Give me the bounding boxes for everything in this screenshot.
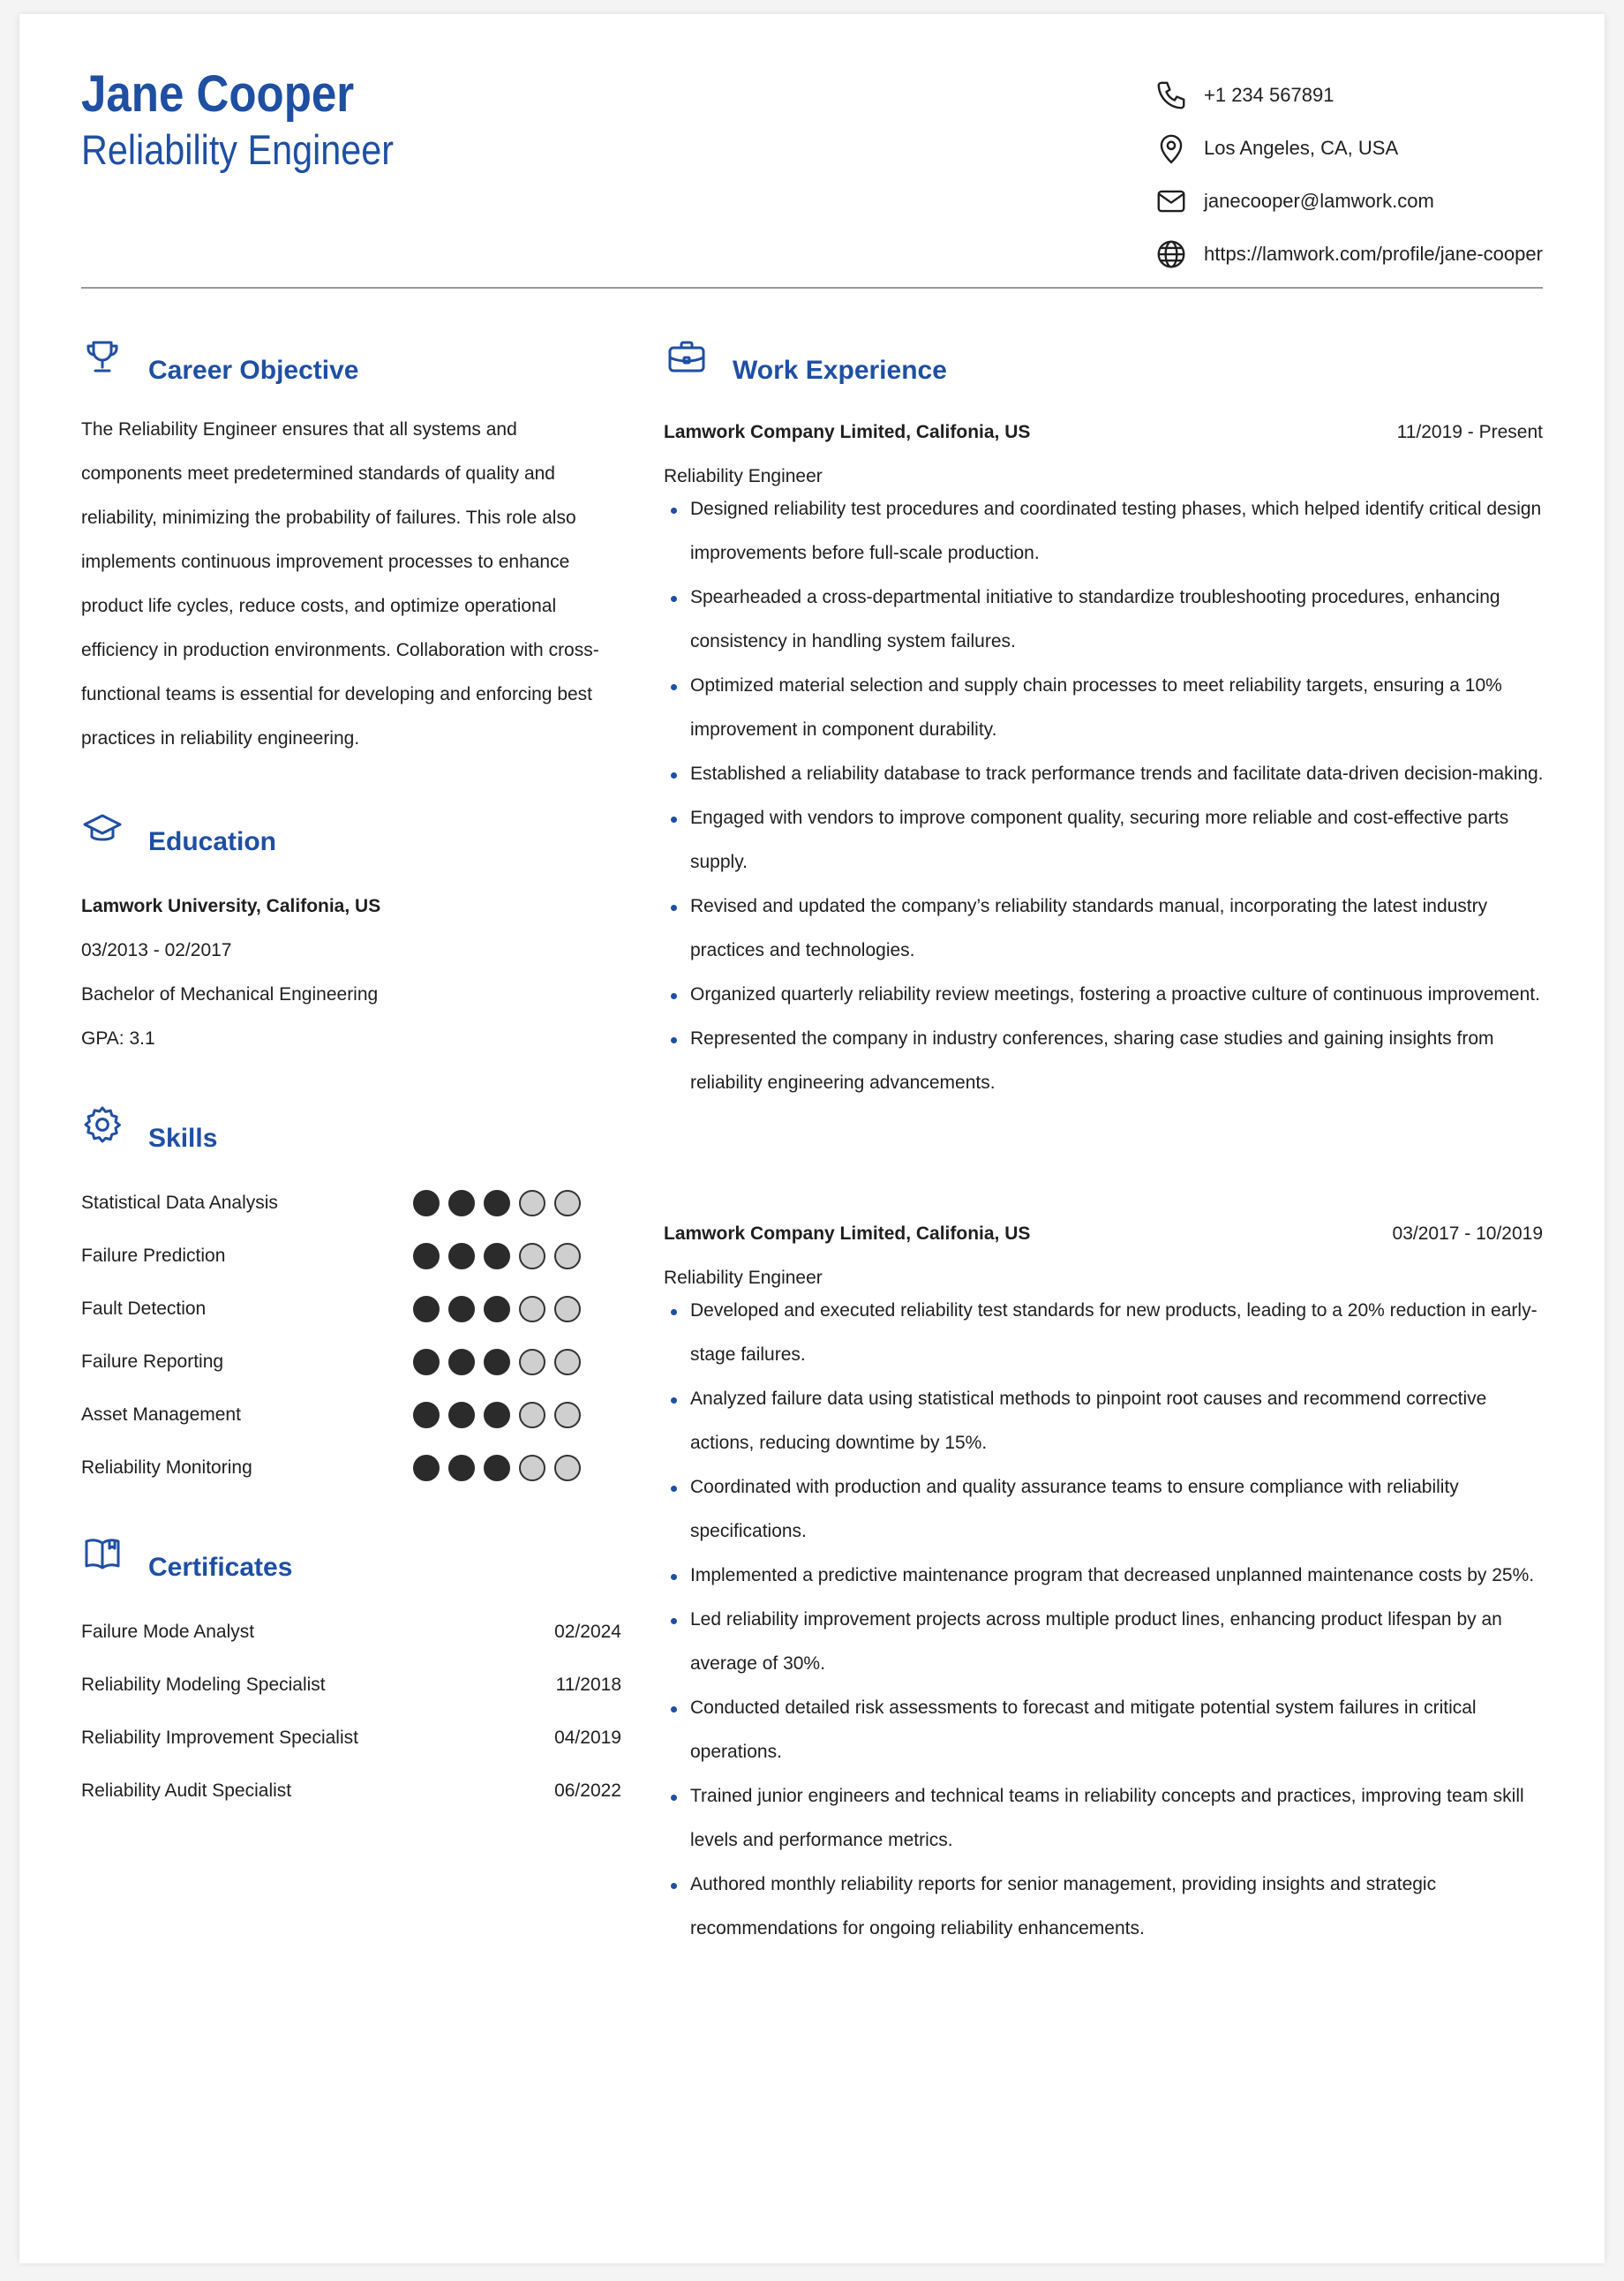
job-bullet: Conducted detailed risk assessments to forecast and mitigate potential system failures in critical operations.: [664, 1686, 1546, 1774]
certificate-date: 06/2022: [554, 1780, 621, 1801]
rating-dot-filled: [413, 1243, 440, 1269]
rating-dot-filled: [484, 1455, 510, 1481]
rating-dot-filled: [484, 1243, 510, 1269]
rating-dot-empty: [554, 1402, 581, 1428]
job-2-header: [664, 1223, 1543, 1246]
resume-page: [19, 14, 1605, 2263]
job-2-position: Reliability Engineer: [664, 1268, 823, 1288]
rating-dot-filled: [413, 1190, 440, 1216]
job-bullet: Analyzed failure data using statistical methods to pinpoint root causes and recommend corrective actions, reducing downtime by 15%.: [664, 1377, 1546, 1465]
rating-dot-empty: [554, 1349, 581, 1375]
education-degree: Bachelor of Mechanical Engineering: [81, 984, 379, 1005]
rating-dot-empty: [519, 1190, 545, 1216]
rating-dot-filled: [413, 1455, 440, 1481]
envelope-icon: [1154, 184, 1188, 218]
job-1-dates: 11/2019 - Present: [1396, 422, 1543, 442]
book-icon: [81, 1532, 124, 1575]
candidate-name: Jane Cooper: [81, 65, 355, 123]
rating-dot-empty: [519, 1455, 545, 1481]
rating-dot-filled: [448, 1455, 475, 1481]
rating-dot-filled: [448, 1402, 475, 1428]
rating-dot-empty: [554, 1455, 581, 1481]
job-2-dates: 03/2017 - 10/2019: [1392, 1223, 1543, 1244]
skill-name: Fault Detection: [81, 1299, 207, 1319]
education-gpa: GPA: 3.1: [81, 1028, 155, 1049]
job-2-company: Lamwork Company Limited, Califonia, US: [664, 1223, 1031, 1244]
certificate-name: Failure Mode Analyst: [81, 1622, 255, 1642]
work-experience-heading: Work Experience: [733, 356, 947, 385]
certificates-heading: Certificates: [148, 1553, 293, 1582]
trophy-icon: [81, 335, 124, 378]
skill-name: Reliability Monitoring: [81, 1457, 252, 1478]
rating-dot-filled: [484, 1349, 510, 1375]
contact-website[interactable]: [1154, 237, 1543, 272]
career-objective-heading: Career Objective: [148, 356, 359, 385]
education-heading: Education: [148, 827, 277, 856]
rating-dot-empty: [554, 1243, 581, 1269]
rating-dot-empty: [554, 1296, 581, 1322]
skill-rating: [413, 1455, 581, 1481]
job-bullet: Coordinated with production and quality assurance teams to ensure compliance with reliability specifications.: [664, 1465, 1546, 1554]
job-1-header: [664, 421, 1543, 444]
job-bullet: Trained junior engineers and technical teams in reliability concepts and practices, improving team skill levels and performance metrics.: [664, 1774, 1546, 1863]
job-bullet: Organized quarterly reliability review meetings, fostering a proactive culture of continuous improvement.: [664, 973, 1546, 1017]
job-bullet: Designed reliability test procedures and coordinated testing phases, which helped identify critical design improvements before full-scale production.: [664, 487, 1546, 576]
globe-icon: [1154, 237, 1188, 271]
education-school: Lamwork University, Califonia, US: [81, 896, 381, 916]
rating-dot-empty: [554, 1190, 581, 1216]
education-dates: 03/2013 - 02/2017: [81, 940, 232, 960]
contact-phone: [1154, 78, 1334, 113]
certificate-name: Reliability Improvement Specialist: [81, 1728, 358, 1748]
contact-location: [1154, 131, 1398, 166]
rating-dot-filled: [413, 1349, 440, 1375]
rating-dot-filled: [484, 1402, 510, 1428]
certificate-date: 02/2024: [554, 1622, 621, 1642]
rating-dot-filled: [413, 1402, 440, 1428]
certificate-name: Reliability Audit Specialist: [81, 1780, 292, 1801]
skill-rating: [413, 1243, 581, 1269]
contact-website-text[interactable]: https://lamwork.com/profile/jane-cooper: [1204, 243, 1543, 265]
skill-name: Asset Management: [81, 1404, 241, 1425]
rating-dot-filled: [413, 1296, 440, 1322]
job-bullet: Optimized material selection and supply chain processes to meet reliability targets, ensuring a 10% improvement in component durability.: [664, 664, 1546, 752]
rating-dot-empty: [519, 1243, 545, 1269]
job-bullet: Represented the company in industry conferences, sharing case studies and gaining insights from reliability engineering advancements.: [664, 1017, 1546, 1105]
skill-rating: [413, 1190, 581, 1216]
gear-icon: [81, 1103, 124, 1146]
rating-dot-filled: [484, 1296, 510, 1322]
graduation-cap-icon: [81, 809, 124, 851]
skills-heading: Skills: [148, 1124, 218, 1153]
skill-rating: [413, 1296, 581, 1322]
contact-email-text[interactable]: janecooper@lamwork.com: [1204, 190, 1434, 212]
certificate-date: 11/2018: [555, 1675, 621, 1695]
job-bullet: Spearheaded a cross-departmental initiative to standardize troubleshooting procedures, enhancing consistency in handling system failures.: [664, 576, 1546, 664]
job-1-company: Lamwork Company Limited, Califonia, US: [664, 422, 1031, 442]
contact-email[interactable]: [1154, 184, 1434, 219]
job-1-bullets: [664, 487, 1546, 1105]
rating-dot-filled: [448, 1296, 475, 1322]
skill-name: Statistical Data Analysis: [81, 1193, 278, 1213]
briefcase-icon: [665, 335, 708, 378]
header-divider: [81, 287, 1543, 289]
rating-dot-filled: [448, 1243, 475, 1269]
job-bullet: Revised and updated the company’s reliability standards manual, incorporating the latest industry practices and technologies.: [664, 885, 1546, 973]
candidate-title: Reliability Engineer: [81, 126, 395, 173]
job-1-position: Reliability Engineer: [664, 466, 823, 486]
contact-location-text: Los Angeles, CA, USA: [1204, 137, 1399, 159]
certificate-date: 04/2019: [554, 1728, 621, 1748]
rating-dot-empty: [519, 1402, 545, 1428]
rating-dot-empty: [519, 1349, 545, 1375]
skill-rating: [413, 1402, 581, 1428]
job-2-bullets: [664, 1289, 1546, 1951]
location-pin-icon: [1154, 132, 1188, 165]
phone-icon: [1154, 79, 1188, 112]
job-bullet: Developed and executed reliability test standards for new products, leading to a 20% reduction in early-stage failures.: [664, 1289, 1546, 1377]
rating-dot-filled: [484, 1190, 510, 1216]
rating-dot-filled: [448, 1190, 475, 1216]
job-bullet: Engaged with vendors to improve component quality, securing more reliable and cost-effective parts supply.: [664, 796, 1546, 885]
job-bullet: Established a reliability database to track performance trends and facilitate data-driven decision-making.: [664, 752, 1546, 796]
job-bullet: Implemented a predictive maintenance program that decreased unplanned maintenance costs by 25%.: [664, 1554, 1546, 1598]
rating-dot-empty: [519, 1296, 545, 1322]
skill-rating: [413, 1349, 581, 1375]
rating-dot-filled: [448, 1349, 475, 1375]
contact-phone-text: +1 234 567891: [1204, 84, 1335, 106]
career-objective-text: The Reliability Engineer ensures that all systems and components meet predetermined standards of quality and reliability, minimizing the probability of failures. This role also implements continuous improvement processes to enhance product life cycles, reduce costs, and optimize operational efficiency in production environments. Collaboration with cross-functional teams is essential for developing and enforcing best practices in reliability engineering.: [81, 419, 599, 749]
skill-name: Failure Reporting: [81, 1351, 224, 1372]
skill-name: Failure Prediction: [81, 1246, 226, 1266]
job-bullet: Led reliability improvement projects across multiple product lines, enhancing product lifespan by an average of 30%.: [664, 1598, 1546, 1686]
certificate-name: Reliability Modeling Specialist: [81, 1675, 326, 1695]
job-bullet: Authored monthly reliability reports for senior management, providing insights and strategic recommendations for ongoing reliability enhancements.: [664, 1863, 1546, 1951]
